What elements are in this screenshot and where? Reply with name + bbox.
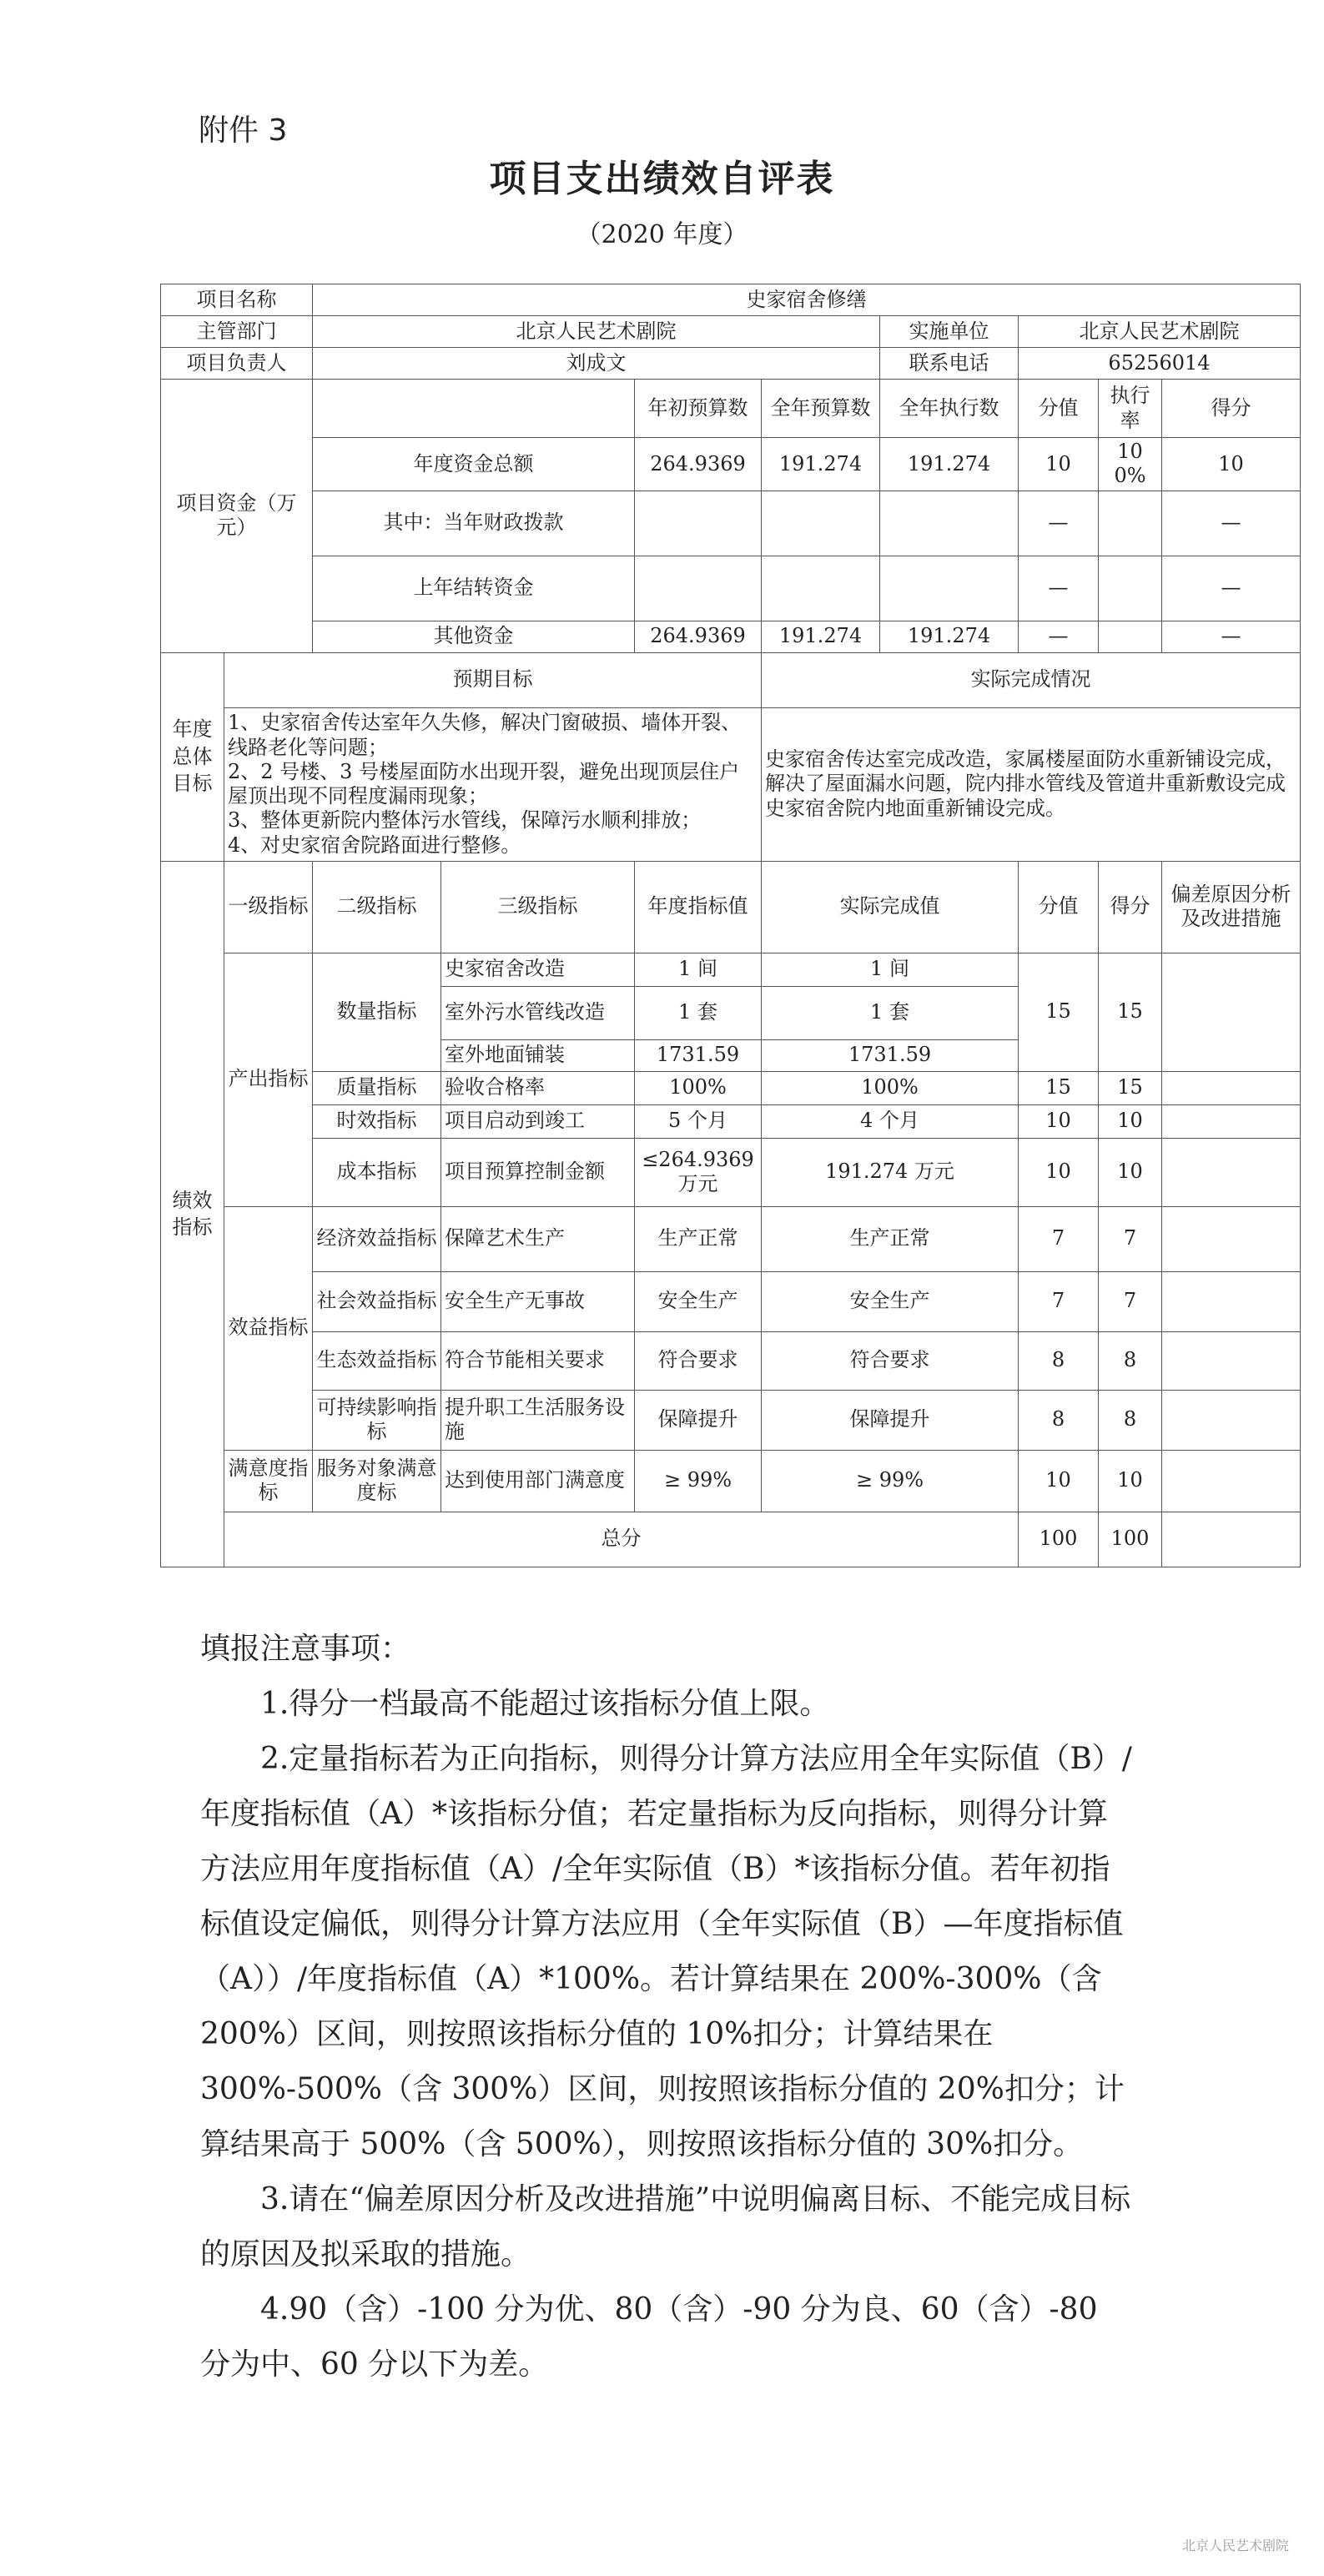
funds-label: 项目资金（万元）: [161, 380, 313, 653]
perf-l3: 项目预算控制金额: [441, 1138, 635, 1206]
perf-got: 10: [1099, 1104, 1162, 1138]
perf-score: 8: [1019, 1390, 1099, 1450]
perf-score: 8: [1019, 1331, 1099, 1390]
perf-deviation: [1162, 1138, 1301, 1206]
l2-sustain: 可持续影响指标: [313, 1390, 441, 1450]
perf-deviation: [1162, 1071, 1301, 1104]
perf-deviation: [1162, 1390, 1301, 1450]
perf-actual: 1 间: [762, 953, 1019, 986]
perf-target: 100%: [635, 1071, 762, 1104]
funds-cell: [762, 556, 880, 621]
expected-header: 预期目标: [224, 652, 762, 707]
row-project-name: [161, 284, 1301, 316]
perf-deviation: [1162, 1206, 1301, 1271]
perf-actual: 安全生产: [762, 1271, 1019, 1331]
l2-cost: 成本指标: [313, 1138, 441, 1206]
perf-got: 7: [1099, 1206, 1162, 1271]
funds-cell: —: [1162, 556, 1301, 621]
actual-header: 实际完成情况: [762, 652, 1301, 707]
funds-row-total: [161, 438, 1301, 491]
funds-header-annual: 全年预算数: [762, 380, 880, 438]
perf-target: ≤264.9369万元: [635, 1138, 762, 1206]
watermark: 北京人民艺术剧院: [1181, 2538, 1289, 2553]
perf-target: 1 套: [635, 986, 762, 1039]
perf-l3: 保障艺术生产: [441, 1206, 635, 1271]
funds-cell: [880, 556, 1019, 621]
perf-got: 10: [1099, 1450, 1162, 1512]
funds-cell: [880, 491, 1019, 556]
leader-value: 刘成文: [313, 348, 880, 380]
funds-header-blank: [313, 380, 635, 438]
perf-actual: 符合要求: [762, 1331, 1019, 1390]
perf-score: 10: [1019, 1104, 1099, 1138]
funds-cell: 191.274: [762, 621, 880, 652]
funds-cell: 191.274: [880, 438, 1019, 491]
funds-header-rate: 执行率: [1099, 380, 1162, 438]
funds-cell: [635, 491, 762, 556]
goals-label: 年度总体目标: [161, 652, 224, 861]
perf-target: ≥ 99%: [635, 1450, 762, 1512]
perf-actual: 100%: [762, 1071, 1019, 1104]
funds-cell: [1099, 556, 1162, 621]
report-year: （2020 年度）: [576, 220, 748, 249]
l2-economic: 经济效益指标: [313, 1206, 441, 1271]
note-item: 3.请在“偏差原因分析及改进措施”中说明偏离目标、不能完成目标的原因及拟采取的措施。: [200, 2182, 1131, 2272]
notes-heading: 填报注意事项：: [200, 1632, 411, 1666]
perf-row: [161, 1071, 1301, 1104]
perf-actual: 保障提升: [762, 1390, 1019, 1450]
perf-row: [161, 1104, 1301, 1138]
perf-got: 7: [1099, 1271, 1162, 1331]
perf-row: [161, 1331, 1301, 1390]
funds-header-row: [161, 380, 1301, 438]
l1-output: 产出指标: [224, 953, 313, 1206]
perf-deviation: [1162, 1331, 1301, 1390]
l2-time: 时效指标: [313, 1104, 441, 1138]
funds-cell: —: [1019, 491, 1099, 556]
perf-row: [161, 1138, 1301, 1206]
perf-got: 8: [1099, 1390, 1162, 1450]
total-row: [161, 1512, 1301, 1567]
perf-deviation: [1162, 953, 1301, 1071]
perf-target: 1 间: [635, 953, 762, 986]
perf-row: [161, 953, 1301, 986]
perf-l3: 室外污水管线改造: [441, 986, 635, 1039]
funds-cell: —: [1019, 556, 1099, 621]
perf-l3: 提升职工生活服务设施: [441, 1390, 635, 1450]
funds-cell: 264.9369: [635, 621, 762, 652]
funds-row-label: 年度资金总额: [313, 438, 635, 491]
perf-header-score: 分值: [1019, 861, 1099, 953]
funds-cell: [762, 491, 880, 556]
dept-label: 主管部门: [161, 316, 313, 348]
perf-header-actual: 实际完成值: [762, 861, 1019, 953]
funds-cell: [1099, 491, 1162, 556]
note-item: 1.得分一档最高不能超过该指标分值上限。: [260, 1687, 830, 1721]
perf-target: 符合要求: [635, 1331, 762, 1390]
funds-cell: 264.9369: [635, 438, 762, 491]
funds-header-score: 分值: [1019, 380, 1099, 438]
actual-completion: 史家宿舍传达室完成改造，家属楼屋面防水重新铺设完成，解决了屋面漏水问题，院内排水管线及管道井重新敷设完成史家宿舍院内地面重新铺设完成。: [762, 707, 1301, 861]
funds-cell: 10: [1019, 438, 1099, 491]
funds-cell: 191.274: [762, 438, 880, 491]
perf-score: 15: [1019, 953, 1099, 1071]
perf-header-l1: 一级指标: [224, 861, 313, 953]
note-item: 4.90（含）-100 分为优、80（含）-90 分为良、60（含）-80 分为中、60 分以下为差。: [200, 2292, 1098, 2382]
perf-actual: 1 套: [762, 986, 1019, 1039]
perf-header-target: 年度指标值: [635, 861, 762, 953]
funds-cell: 100%: [1099, 438, 1162, 491]
perf-actual: 1731.59: [762, 1039, 1019, 1071]
l1-satisfaction: 满意度指标: [224, 1450, 313, 1512]
perf-l3: 史家宿舍改造: [441, 953, 635, 986]
unit-label: 实施单位: [880, 316, 1019, 348]
perf-deviation: [1162, 1104, 1301, 1138]
filling-notes: [200, 1622, 1135, 2392]
funds-header-initial: 年初预算数: [635, 380, 762, 438]
funds-cell: —: [1162, 491, 1301, 556]
funds-cell: 191.274: [880, 621, 1019, 652]
perf-actual: ≥ 99%: [762, 1450, 1019, 1512]
total-score: 100: [1019, 1512, 1099, 1567]
expected-goals: 1、史家宿舍传达室年久失修，解决门窗破损、墙体开裂、线路老化等问题； 2、2 号楼、3 号楼屋面防水出现开裂，避免出现顶层住户屋顶出现不同程度漏雨现象； 3、整体更新院内整体污水管线，保障污水顺利排放； 4、对史家宿舍院路面进行整修。: [224, 707, 762, 861]
funds-row-other: [161, 621, 1301, 652]
note-item: 2.定量指标若为正向指标，则得分计算方法应用全年实际值（B）/年度指标值（A）*该指标分值；若定量指标为反向指标，则得分计算方法应用年度指标值（A）/全年实际值（B）*该指标分值。若年初指标值设定偏低，则得分计算方法应用（全年实际值（B）—年度指标值（A））/年度指标值（A）*100%。若计算结果在 200%-300%（含 200%）区间，则按照该指标分值的 10%扣分；计算结果在 300%-500%（含 300%）区间，则按照该指标分值的 20%扣分；计算结果高于 500%（含 500%），则按照该指标分值的 30%扣分。: [200, 1742, 1132, 2161]
perf-header-got: 得分: [1099, 861, 1162, 953]
perf-target: 保障提升: [635, 1390, 762, 1450]
dept-value: 北京人民艺术剧院: [313, 316, 880, 348]
evaluation-table: [160, 284, 1301, 1567]
perf-header-row: [161, 861, 1301, 953]
funds-header-executed: 全年执行数: [880, 380, 1019, 438]
perf-row: [161, 1390, 1301, 1450]
perf-l3: 验收合格率: [441, 1071, 635, 1104]
project-name-value: 史家宿舍修缮: [313, 284, 1301, 316]
perf-score: 10: [1019, 1450, 1099, 1512]
funds-header-got: 得分: [1162, 380, 1301, 438]
unit-value: 北京人民艺术剧院: [1019, 316, 1301, 348]
perf-got: 15: [1099, 1071, 1162, 1104]
perf-actual: 生产正常: [762, 1206, 1019, 1271]
goals-content-row: [161, 707, 1301, 861]
funds-row-fiscal: [161, 491, 1301, 556]
phone-value: 65256014: [1019, 348, 1301, 380]
total-got: 100: [1099, 1512, 1162, 1567]
project-name-label: 项目名称: [161, 284, 313, 316]
perf-l3: 室外地面铺装: [441, 1039, 635, 1071]
total-label: 总分: [224, 1512, 1019, 1567]
funds-cell: —: [1162, 621, 1301, 652]
perf-actual: 4 个月: [762, 1104, 1019, 1138]
perf-target: 生产正常: [635, 1206, 762, 1271]
phone-label: 联系电话: [880, 348, 1019, 380]
row-leader: [161, 348, 1301, 380]
perf-row: [161, 1206, 1301, 1271]
goals-header-row: [161, 652, 1301, 707]
perf-header-deviation: 偏差原因分析及改进措施: [1162, 861, 1301, 953]
page-title: 项目支出绩效自评表: [489, 158, 835, 200]
funds-cell: —: [1019, 621, 1099, 652]
funds-row-label: 其他资金: [313, 621, 635, 652]
funds-row-label: 上年结转资金: [313, 556, 635, 621]
funds-cell: [1099, 621, 1162, 652]
perf-score: 7: [1019, 1206, 1099, 1271]
perf-header-l3: 三级指标: [441, 861, 635, 953]
perf-target: 安全生产: [635, 1271, 762, 1331]
l2-quality: 质量指标: [313, 1071, 441, 1104]
total-deviation: [1162, 1512, 1301, 1567]
perf-score: 15: [1019, 1071, 1099, 1104]
l1-benefit: 效益指标: [224, 1206, 313, 1450]
l2-quantity: 数量指标: [313, 953, 441, 1071]
perf-target: 5 个月: [635, 1104, 762, 1138]
perf-l3: 达到使用部门满意度: [441, 1450, 635, 1512]
perf-got: 10: [1099, 1138, 1162, 1206]
l2-social: 社会效益指标: [313, 1271, 441, 1331]
attachment-label: 附件 3: [199, 113, 288, 148]
perf-got: 15: [1099, 953, 1162, 1071]
row-department: [161, 316, 1301, 348]
perf-actual: 191.274 万元: [762, 1138, 1019, 1206]
perf-score: 7: [1019, 1271, 1099, 1331]
perf-l3: 安全生产无事故: [441, 1271, 635, 1331]
funds-cell: [635, 556, 762, 621]
funds-row-label: 其中：当年财政拨款: [313, 491, 635, 556]
perf-score: 10: [1019, 1138, 1099, 1206]
perf-row: [161, 1271, 1301, 1331]
perf-label: 绩效指标: [161, 861, 224, 1567]
perf-l3: 符合节能相关要求: [441, 1331, 635, 1390]
perf-deviation: [1162, 1450, 1301, 1512]
perf-l3: 项目启动到竣工: [441, 1104, 635, 1138]
perf-target: 1731.59: [635, 1039, 762, 1071]
leader-label: 项目负责人: [161, 348, 313, 380]
l2-eco: 生态效益指标: [313, 1331, 441, 1390]
perf-header-l2: 二级指标: [313, 861, 441, 953]
funds-row-carryover: [161, 556, 1301, 621]
perf-deviation: [1162, 1271, 1301, 1331]
l2-service: 服务对象满意度标: [313, 1450, 441, 1512]
funds-cell: 10: [1162, 438, 1301, 491]
perf-row: [161, 1450, 1301, 1512]
perf-got: 8: [1099, 1331, 1162, 1390]
